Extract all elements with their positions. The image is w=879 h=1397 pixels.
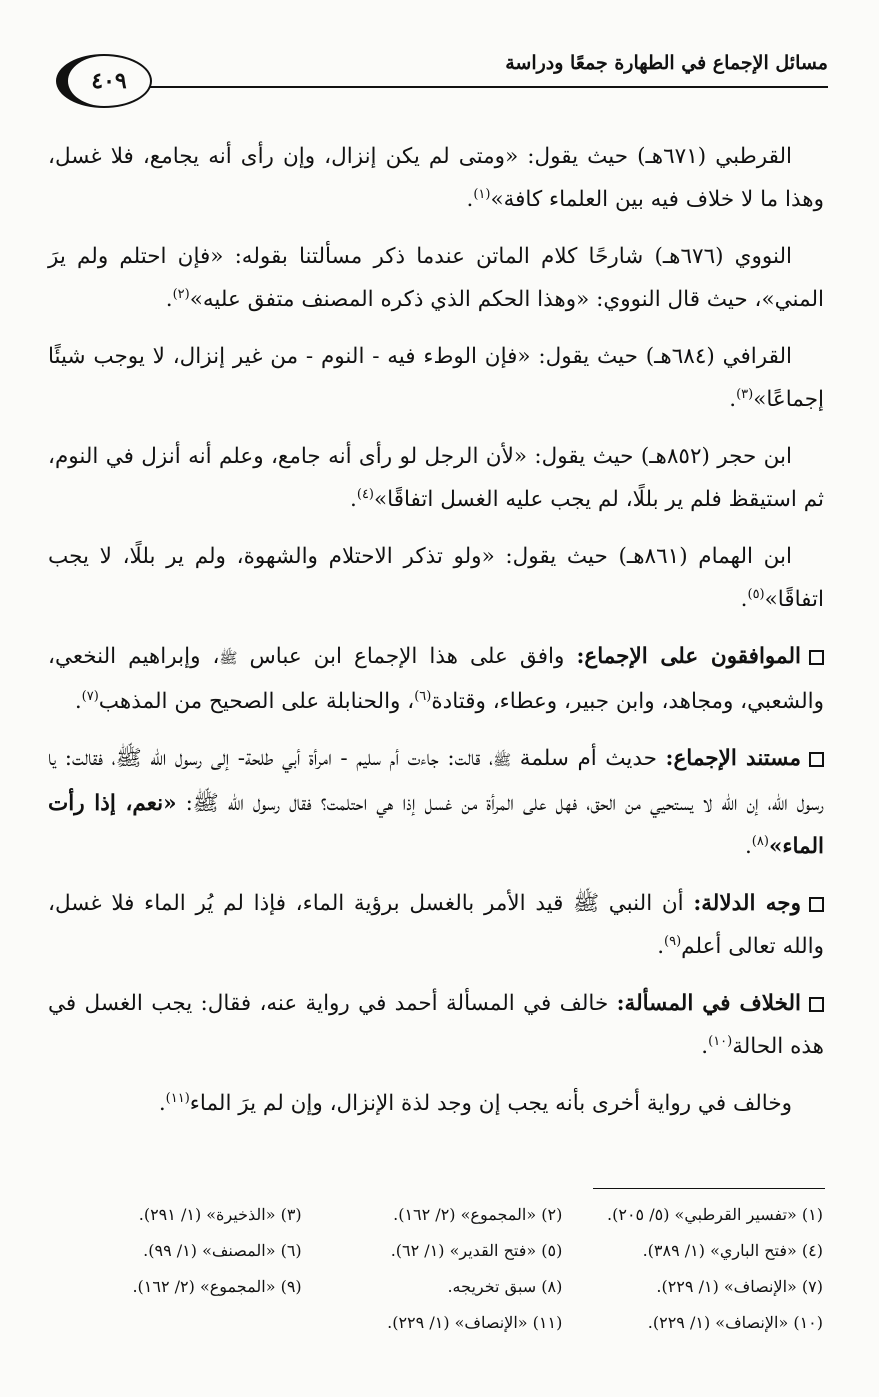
section-agreeing (48, 635, 824, 723)
honorific-glyph: ﷺ (219, 649, 238, 667)
footnote-6: (٦) «المصنف» (١/ ٩٩). (143, 1241, 302, 1260)
paragraph-end: . (350, 487, 357, 512)
header-rule (142, 86, 828, 88)
checkbox-square-icon (809, 997, 824, 1012)
footnote-5: (٥) «فتح القدير» (١/ ٦٢). (390, 1241, 563, 1260)
section-text: وافق على هذا الإجماع ابن عباس (237, 644, 577, 669)
section-heading: الموافقون على الإجماع: (576, 644, 801, 669)
footnote-ref[interactable]: (٣) (736, 386, 754, 402)
section-text: ، والحنابلة على الصحيح من المذهب (98, 689, 415, 714)
running-header (56, 44, 828, 110)
footnote-ref[interactable]: (٩) (664, 933, 682, 949)
footnote-3: (٣) «الذخيرة» (١/ ٢٩١). (138, 1205, 302, 1224)
footnote-ref[interactable]: (٦) (414, 688, 432, 704)
section-basis (48, 737, 824, 868)
footnote-ref[interactable]: (٥) (747, 586, 765, 602)
section-end: . (74, 689, 82, 714)
paragraph-end: . (740, 587, 748, 612)
section-text: ، وإبراهيم النخعي، والشعبي، ومجاهد، وابن جبير، وعطاء، وقتادة (48, 644, 824, 714)
paragraph-end: . (158, 1091, 166, 1116)
paragraph-end: . (729, 387, 737, 412)
checkbox-square-icon (809, 650, 824, 665)
section-text: خالف في المسألة أحمد في رواية عنه، فقال: يجب الغسل في هذه الحالة (48, 991, 824, 1059)
paragraph-nawawi (48, 235, 824, 321)
footnote-1: (١) «تفسير القرطبي» (٥/ ٢٠٥). (607, 1205, 823, 1224)
hadith-quote: «نعم، إذا رأت الماء» (48, 791, 824, 859)
section-heading: وجه الدلالة: (693, 891, 801, 916)
section-end: . (701, 1034, 709, 1059)
paragraph-text: ابن الهمام (٨٦١هـ) حيث يقول: «ولو تذكر الاحتلام والشهوة، ولم ير بللًا، لا يجب اتفاقًا» (48, 544, 824, 612)
paragraph-end: . (165, 287, 173, 312)
paragraph-end: . (466, 187, 474, 212)
footnote-8: (٨) سبق تخريجه. (447, 1277, 563, 1296)
page-number-badge (56, 54, 152, 108)
footnote-ref[interactable]: (٤) (356, 486, 374, 502)
footnote-separator (593, 1188, 825, 1189)
checkbox-square-icon (809, 752, 824, 767)
footnote-ref[interactable]: (١١) (165, 1090, 190, 1106)
page-number: ٤٠٩ (91, 68, 127, 94)
paragraph-text: وخالف في رواية أخرى بأنه يجب إن وجد لذة الإنزال، وإن لم يرَ الماء (189, 1091, 792, 1116)
paragraph-text: النووي (٦٧٦هـ) شارحًا كلام الماتن عندما ذكر مسألتنا بقوله: «فإن احتلم ولم يرَ المني»، حيث قال النووي: «وهذا الحكم الذي ذكره المصنف متفق عليه» (48, 244, 824, 312)
section-text: ، قالت: جاءت أم سليم - امرأة أبي طلحة- إلى رسول الله ﷺ، فقالت: يا رسول الله، إن الله لا يستحيي من الحق، فهل على المرأة من غسل إذا هي احتلمت؟ فقال رسول الله ﷺ: (48, 746, 824, 816)
honorific-glyph: ﷺ (493, 751, 512, 769)
section-text: أن النبي ﷺ قيد الأمر بالغسل برؤية الماء، فإذا لم يُر الماء فلا غسل، والله تعالى أعلم (48, 891, 824, 959)
paragraph-other-narration (48, 1082, 824, 1125)
paragraph-text: القرطبي (٦٧١هـ) حيث يقول: «ومتى لم يكن إنزال، وإن رأى أنه يجامع، فلا غسل، وهذا ما لا خلاف فيه بين العلماء كافة» (48, 144, 824, 212)
section-end: . (744, 834, 752, 859)
paragraph-ibn-humam (48, 535, 824, 621)
checkbox-square-icon (809, 897, 824, 912)
book-title: مسائل الإجماع في الطهارة جمعًا ودراسة (505, 52, 828, 74)
footnote-ref[interactable]: (٢) (172, 286, 190, 302)
paragraph-text: ابن حجر (٨٥٢هـ) حيث يقول: «لأن الرجل لو رأى أنه جامع، وعلم أنه أنزل في النوم، ثم استيقظ فلم ير بللًا، لم يجب عليه الغسل اتفاقًا» (48, 444, 824, 512)
paragraph-qarafi (48, 335, 824, 421)
footnote-4: (٤) «فتح الباري» (١/ ٣٨٩). (642, 1241, 823, 1260)
footnote-10: (١٠) «الإنصاف» (١/ ٢٢٩). (647, 1313, 823, 1332)
section-dispute (48, 982, 824, 1068)
section-text: حديث أم سلمة (511, 746, 666, 771)
section-heading: مستند الإجماع: (665, 746, 801, 771)
section-evidence (48, 882, 824, 968)
footnote-2: (٢) «المجموع» (٢/ ١٦٢). (393, 1205, 563, 1224)
footnotes (53, 1200, 823, 1338)
footnote-ref[interactable]: (١) (473, 186, 491, 202)
footnote-7: (٧) «الإنصاف» (١/ ٢٢٩). (656, 1277, 823, 1296)
paragraph-text: القرافي (٦٨٤هـ) حيث يقول: «فإن الوطء فيه - النوم - من غير إنزال، لا يوجب شيئًا إجماعًا» (48, 344, 824, 412)
footnote-9: (٩) «المجموع» (٢/ ١٦٢). (132, 1277, 302, 1296)
footnote-ref[interactable]: (٨) (751, 833, 769, 849)
paragraph-ibn-hajar (48, 435, 824, 521)
footnote-11: (١١) «الإنصاف» (١/ ٢٢٩). (387, 1313, 563, 1332)
main-text (48, 135, 824, 1139)
footnote-ref[interactable]: (٧) (81, 688, 99, 704)
paragraph-qurtubi (48, 135, 824, 221)
section-end: . (657, 934, 665, 959)
footnote-ref[interactable]: (١٠) (708, 1033, 733, 1049)
section-heading: الخلاف في المسألة: (616, 991, 801, 1016)
